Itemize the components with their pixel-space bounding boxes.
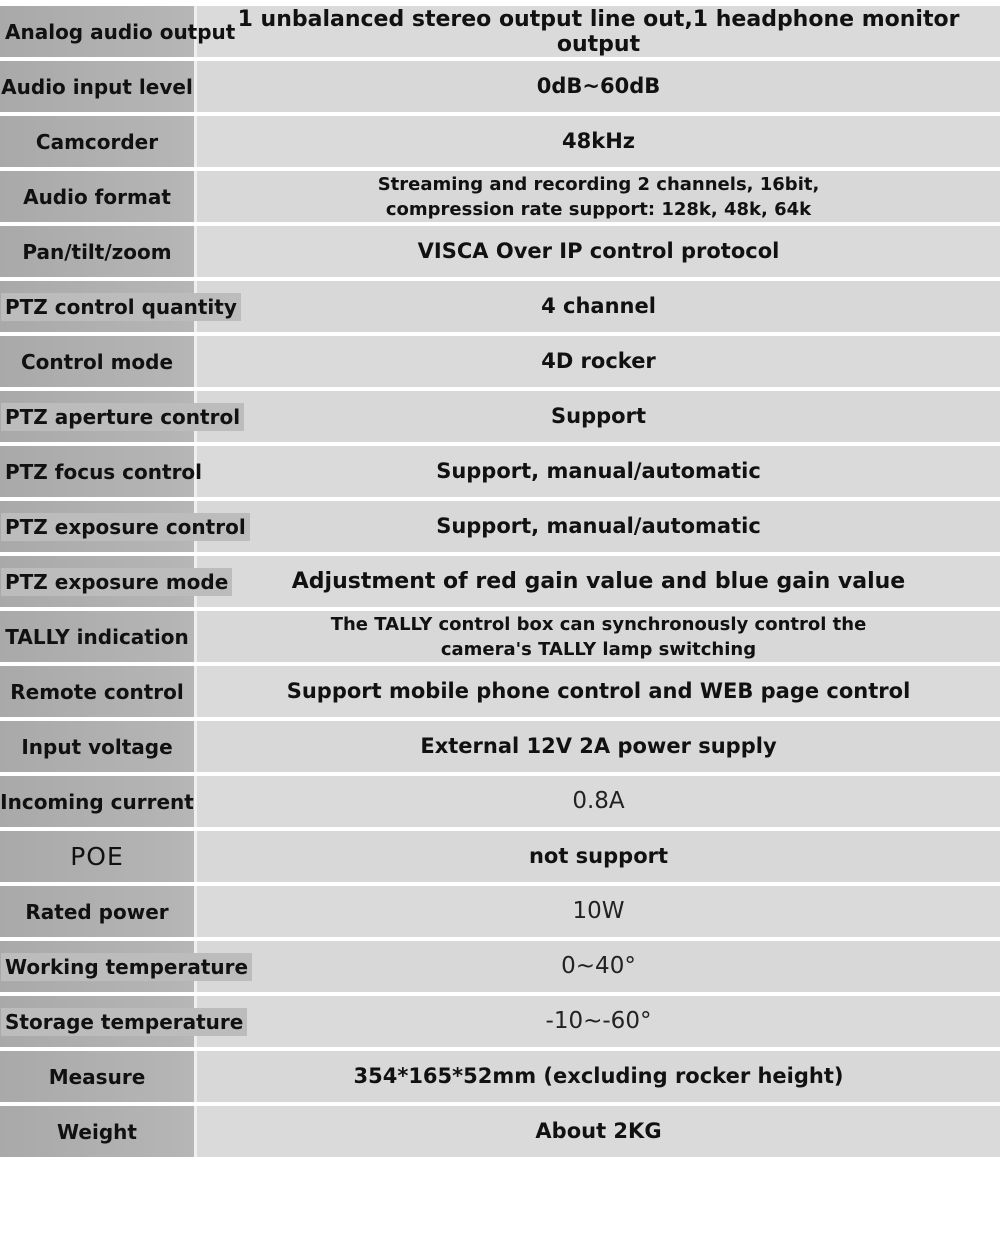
spec-value: -10~-60° [545, 1008, 652, 1034]
spec-label: TALLY indication [0, 611, 197, 662]
spec-label-text: PTZ exposure control [1, 513, 250, 541]
spec-label: Audio input level [0, 61, 197, 112]
spec-row-poe [0, 831, 1000, 882]
spec-label: Rated power [0, 886, 197, 937]
spec-row-analog-audio-output [0, 6, 1000, 57]
spec-label: Incoming current [0, 776, 197, 827]
spec-label: Camcorder [0, 116, 197, 167]
spec-row-pan-tilt-zoom [0, 226, 1000, 277]
spec-value: Support, manual/automatic [436, 514, 761, 538]
spec-label-text: Storage temperature [1, 1008, 247, 1036]
spec-row-audio-input-level [0, 61, 1000, 112]
spec-row-working-temperature [0, 941, 1000, 992]
spec-value: 1 unbalanced stereo output line out,1 headphone monitor output [237, 6, 960, 57]
spec-value: Support mobile phone control and WEB page control [286, 679, 911, 703]
spec-label: Audio format [0, 171, 197, 222]
spec-label-text: Working temperature [1, 953, 252, 981]
spec-row-storage-temperature [0, 996, 1000, 1047]
spec-label: PTZ focus control [0, 446, 197, 497]
spec-row-remote-control [0, 666, 1000, 717]
spec-value: The TALLY control box can synchronously control the camera's TALLY lamp switching [330, 613, 867, 660]
spec-row-audio-format [0, 171, 1000, 222]
spec-row-ptz-exposure-control [0, 501, 1000, 552]
spec-value: About 2KG [535, 1119, 662, 1143]
spec-label [0, 941, 249, 992]
spec-value: Support, manual/automatic [436, 459, 761, 483]
spec-label [0, 556, 229, 607]
spec-value: Support [551, 404, 646, 428]
spec-row-ptz-focus-control [0, 446, 1000, 497]
spec-table [0, 6, 1000, 1161]
spec-label: Measure [0, 1051, 197, 1102]
spec-label: Remote control [0, 666, 197, 717]
spec-label: Weight [0, 1106, 197, 1157]
spec-label: Analog audio output [0, 6, 197, 57]
spec-value: Streaming and recording 2 channels, 16bit, compression rate support: 128k, 48k, 64k [377, 173, 820, 220]
spec-label: POE [0, 831, 197, 882]
spec-label: Input voltage [0, 721, 197, 772]
spec-label [0, 391, 241, 442]
spec-row-rated-power [0, 886, 1000, 937]
spec-row-incoming-current [0, 776, 1000, 827]
spec-value: 0.8A [572, 788, 625, 814]
spec-row-measure [0, 1051, 1000, 1102]
spec-value: 0~40° [561, 953, 636, 979]
spec-label [0, 281, 237, 332]
spec-label: Control mode [0, 336, 197, 387]
spec-value: Adjustment of red gain value and blue gain value [291, 569, 906, 594]
spec-value: VISCA Over IP control protocol [417, 239, 780, 263]
spec-label: Pan/tilt/zoom [0, 226, 197, 277]
spec-row-input-voltage [0, 721, 1000, 772]
spec-label-text: PTZ aperture control [1, 403, 244, 431]
spec-value: External 12V 2A power supply [420, 734, 777, 758]
spec-row-ptz-aperture-control [0, 391, 1000, 442]
spec-value: not support [528, 844, 669, 868]
spec-row-ptz-exposure-mode [0, 556, 1000, 607]
spec-value: 4D rocker [541, 349, 656, 373]
spec-value: 48kHz [562, 129, 635, 153]
spec-label [0, 996, 244, 1047]
spec-label-text: PTZ control quantity [1, 293, 241, 321]
spec-row-weight [0, 1106, 1000, 1157]
spec-value: 4 channel [541, 294, 656, 318]
spec-value: 0dB~60dB [536, 74, 661, 98]
spec-row-camcorder [0, 116, 1000, 167]
spec-label-text: PTZ exposure mode [1, 568, 232, 596]
spec-value: 354*165*52mm (excluding rocker height) [353, 1064, 844, 1088]
spec-row-control-mode [0, 336, 1000, 387]
spec-label [0, 501, 246, 552]
spec-row-ptz-control-quantity [0, 281, 1000, 332]
spec-value: 10W [572, 898, 625, 924]
spec-row-tally-indication [0, 611, 1000, 662]
